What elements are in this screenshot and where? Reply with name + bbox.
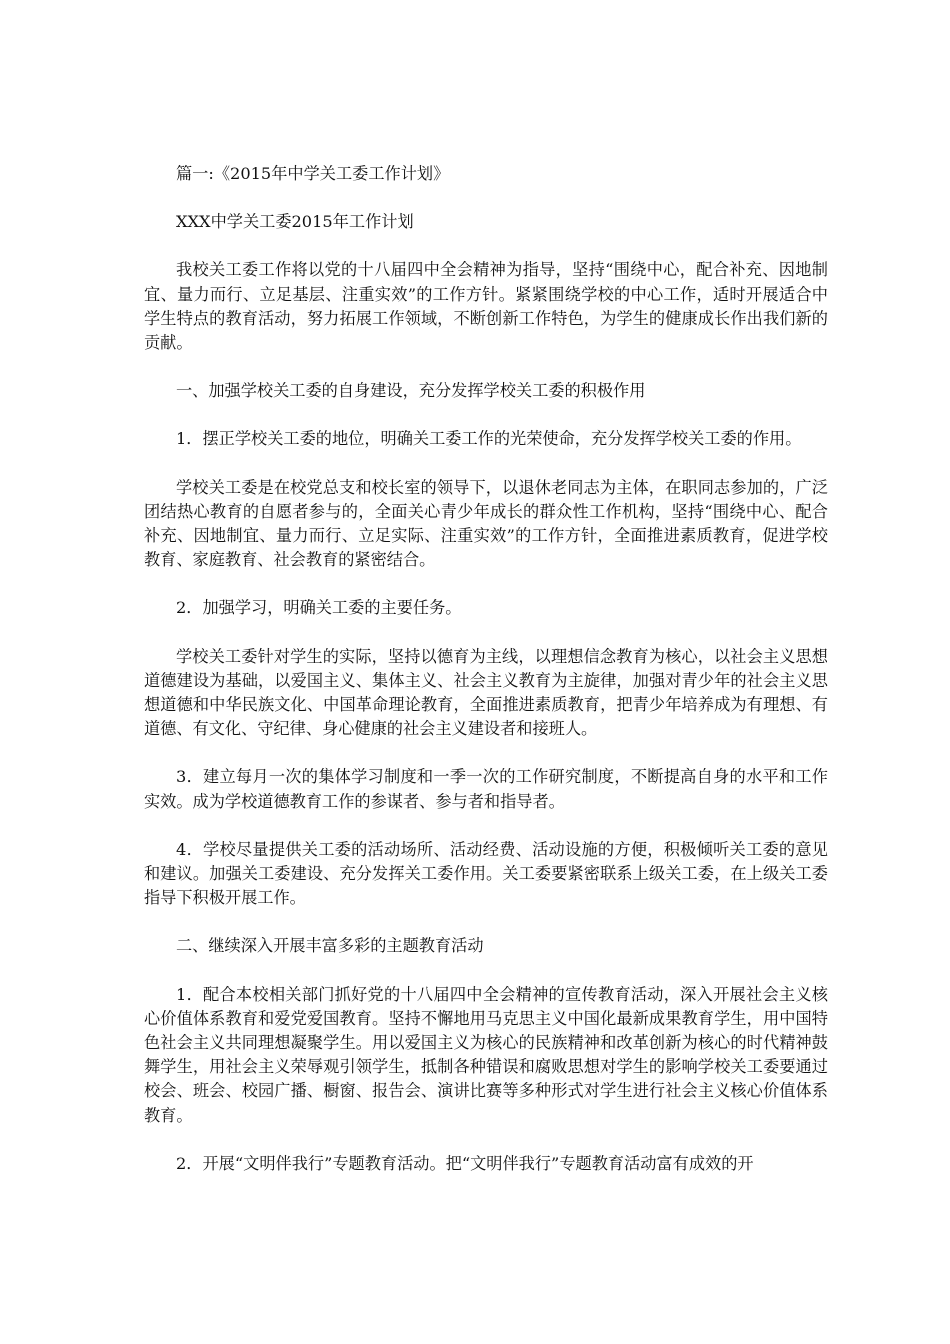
section-heading-2: 二、继续深入开展丰富多彩的主题教育活动 [176,936,484,956]
item-1-2-body: 学校关工委针对学生的实际，坚持以德育为主线，以理想信念教育为核心，以社会主义思想道德建设为基础，以爱国主义、集体主义、社会主义教育为主旋律，加强对青少年的社会主义思想道德和中华民族文化、中国革命理论教育，全面推进素质教育，把青少年培养成为有理想、有道德、有文化、守纪律、身心健康的社会主义建设者和接班人。 [144,646,828,739]
doc-title: 篇一:《2015年中学关工委工作计划》 [176,164,450,183]
item-2-1: 1．配合本校相关部门抓好党的十八届四中全会精神的宣传教育活动，深入开展社会主义核心价值体系教育和爱党爱国教育。坚持不懈地用马克思主义中国化最新成果教育学生，用中国特色社会主义共同理想凝聚学生。用以爱国主义为核心的民族精神和改革创新为核心的时代精神鼓舞学生，用社会主义荣辱观引领学生，抵制各种错误和腐败思想对学生的影响学校关工委要通过校会、班会、校园广播、橱窗、报告会、演讲比赛等多种形式对学生进行社会主义核心价值体系教育。 [144,984,828,1125]
document-body [144,162,828,1200]
item-1-1: 1．摆正学校关工委的地位，明确关工委工作的光荣使命，充分发挥学校关工委的作用。 [176,429,802,449]
item-1-1-body: 学校关工委是在校党总支和校长室的领导下，以退休老同志为主体，在职同志参加的，广泛团结热心教育的自愿者参与的，全面关心青少年成长的群众性工作机构，坚持“围绕中心、配合补充、因地制宜、量力而行、立足实际、注重实效”的工作方针，全面推进素质教育，促进学校教育、家庭教育、社会教育的紧密结合。 [144,477,828,570]
section-heading-1: 一、加强学校关工委的自身建设，充分发挥学校关工委的积极作用 [176,381,646,401]
plan-title: XXX中学关工委2015年工作计划 [176,212,414,232]
item-1-2: 2．加强学习，明确关工委的主要任务。 [176,598,462,618]
item-1-4: 4．学校尽量提供关工委的活动场所、活动经费、活动设施的方便，积极倾听关工委的意见和建议。加强关工委建设、充分发挥关工委作用。关工委要紧密联系上级关工委，在上级关工委指导下积极开展工作。 [144,839,828,908]
item-1-3: 3．建立每月一次的集体学习制度和一季一次的工作研究制度，不断提高自身的水平和工作实效。成为学校道德教育工作的参谋者、参与者和指导者。 [144,767,828,811]
item-2-2: 2．开展“文明伴我行”专题教育活动。把“文明伴我行”专题教育活动富有成效的开 [176,1153,754,1173]
intro-paragraph: 我校关工委工作将以党的十八届四中全会精神为指导，坚持“围绕中心，配合补充、因地制宜、量力而行、立足基层、注重实效”的工作方针。紧紧围绕学校的中心工作，适时开展适合中学生特点的教育活动，努力拓展工作领域，不断创新工作特色，为学生的健康成长作出我们新的贡献。 [144,260,828,353]
